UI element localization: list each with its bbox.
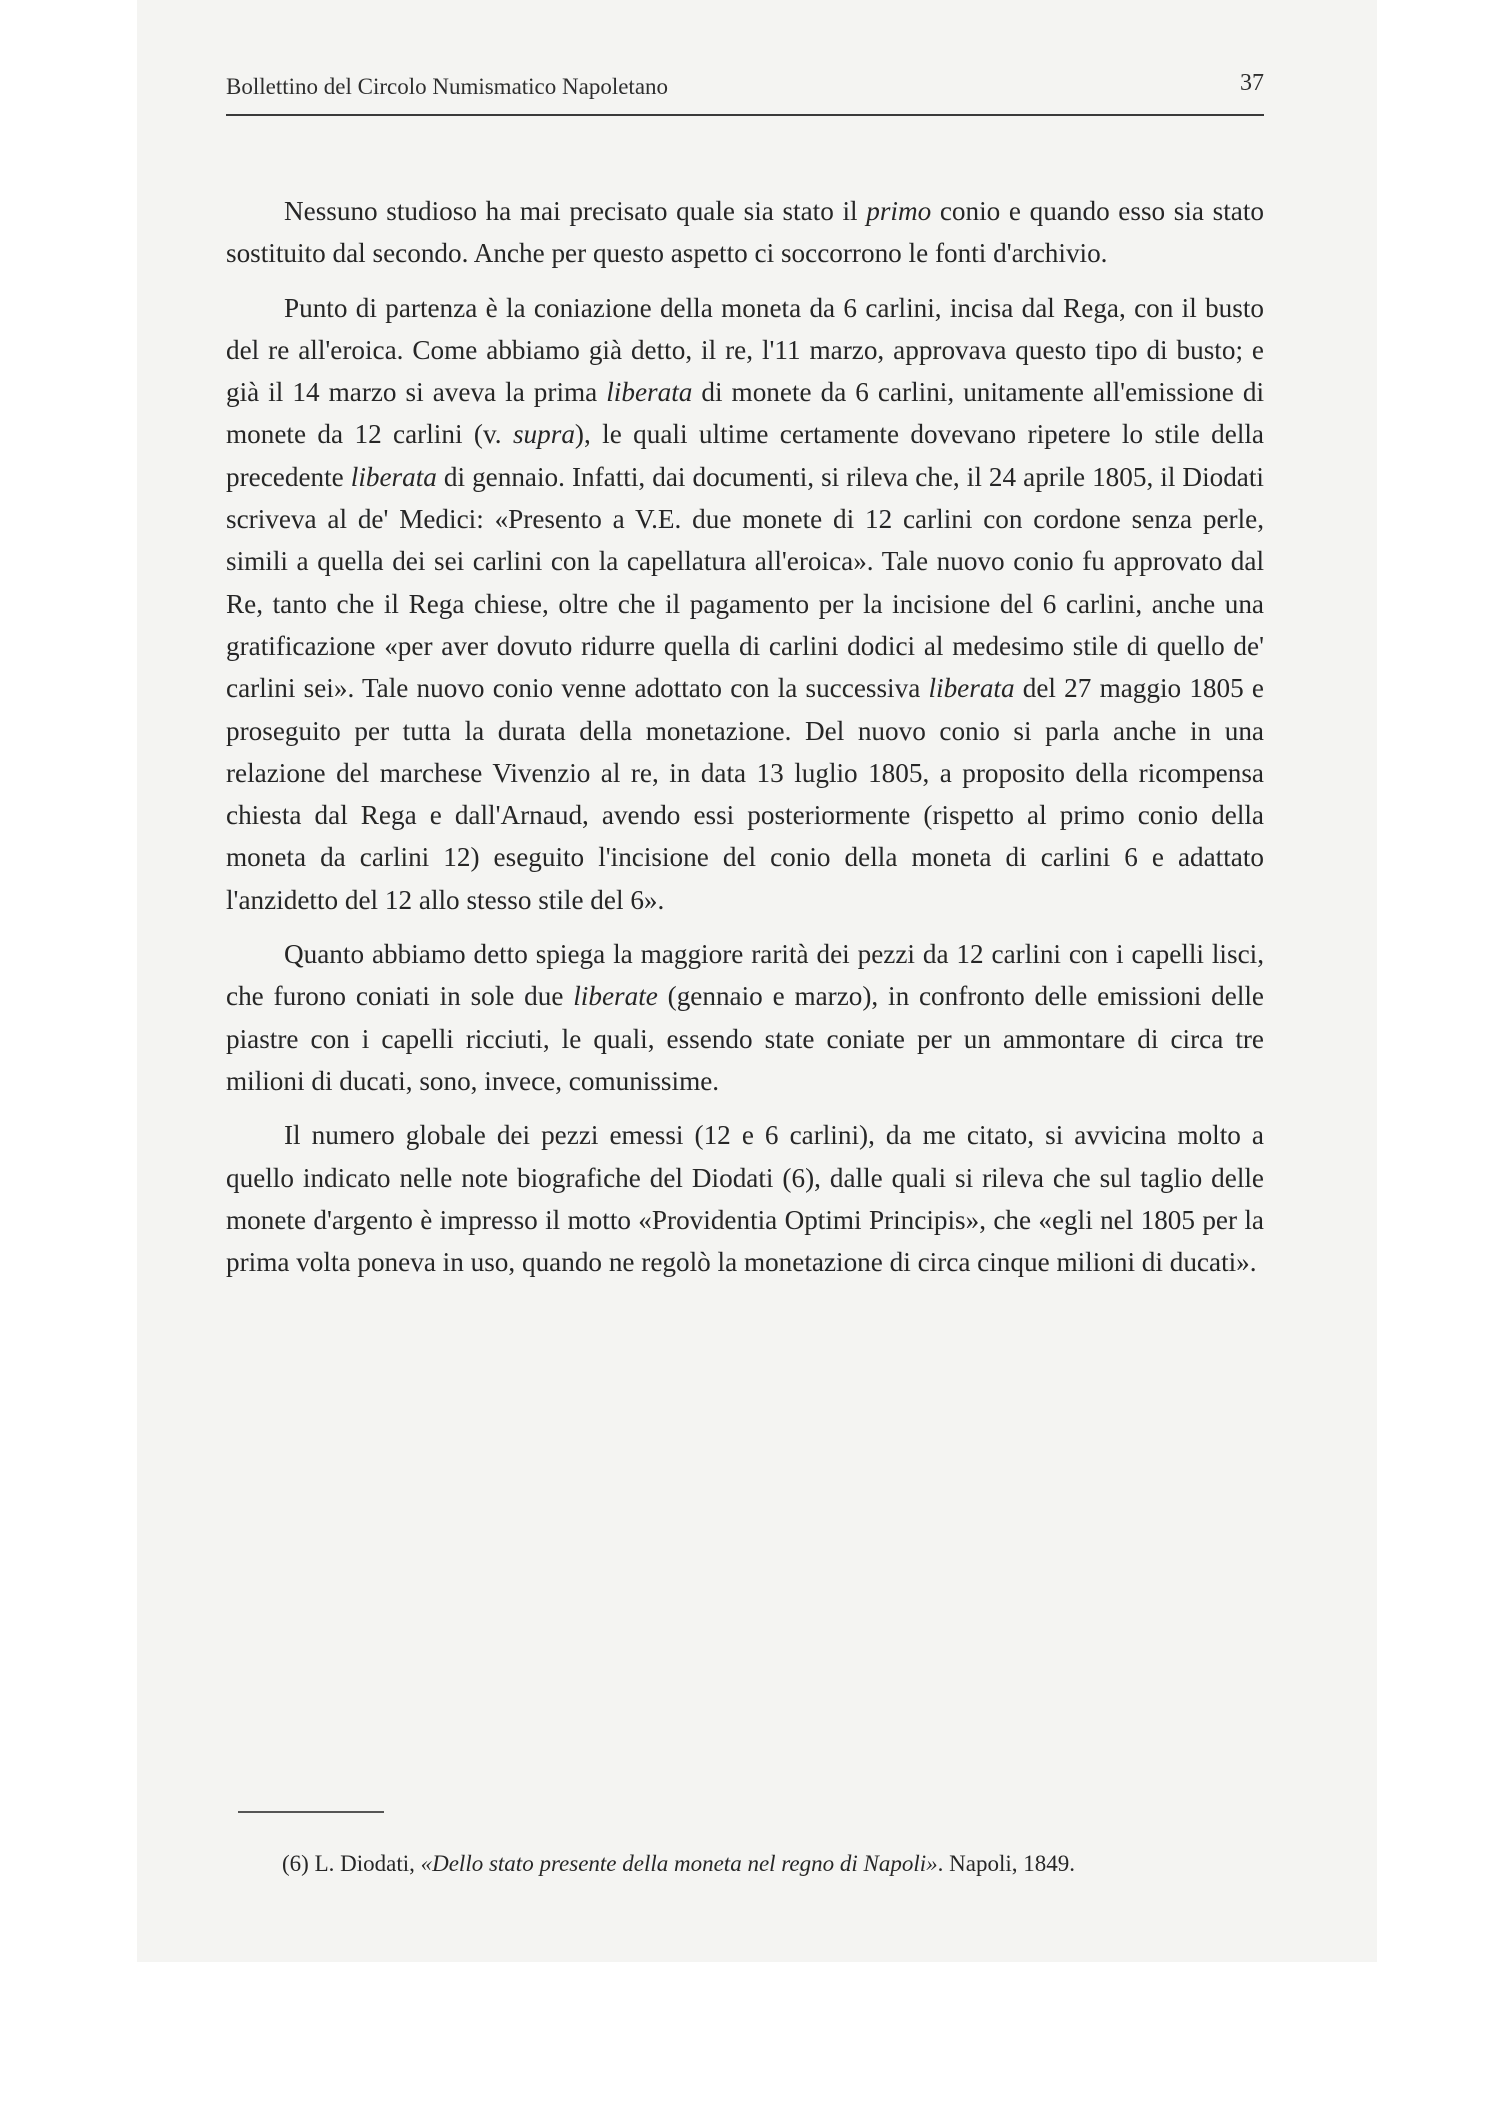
paragraph-3: Quanto abbiamo detto spiega la maggiore rarità dei pezzi da 12 carlini con i capelli lisci, che furono coniati in sole due liberate (gennaio e marzo), in confronto delle emissioni delle piastre con i capelli ricciuti, le quali, essendo state coniate per un ammontare di circa tre milioni di ducati, sono, invece, comunissime. — [226, 939, 1265, 1096]
paragraph-4: Il numero globale dei pezzi emessi (12 e 6 carlini), da me citato, si avvicina molto a quello indicato nelle note biografiche del Diodati (6), dalle quali si rileva che sul taglio delle monete d'argento è impresso il motto «Providentia Optimi Principis», che «egli nel 1805 per la prima volta poneva in uso, quando ne regolò la monetazione di circa cinque milioni di ducati». — [226, 1120, 1264, 1278]
article-body — [226, 190, 1264, 1295]
header-rule — [226, 114, 1264, 116]
paragraph-1: Nessuno studioso ha mai precisato quale sia stato il primo conio e quando esso sia stato sostituito dal secondo. Anche per questo aspetto ci soccorrono le fonti d'archivio. — [226, 196, 1264, 269]
journal-title: Bollettino del Circolo Numismatico Napoletano — [226, 74, 669, 99]
page-number: 37 — [1240, 70, 1264, 96]
paragraph-2: Punto di partenza è la coniazione della moneta da 6 carlini, incisa dal Rega, con il busto del re all'eroica. Come abbiamo già detto, il re, l'11 marzo, approvava questo tipo di busto; e già il 14 marzo si aveva la prima liberata di monete da 6 carlini, unitamente all'emissione di monete da 12 carlini (v. supra), le quali ultime certamente dovevano ripetere lo stile della precedente liberata di gennaio. Infatti, dai documenti, si rileva che, il 24 aprile 1805, il Diodati scriveva al de' Medici: «Presento a V.E. due monete di 12 carlini con cordone senza perle, simili a quella dei sei carlini con la capellatura all'eroica». Tale nuovo conio fu approvato dal Re, tanto che il Rega chiese, oltre che il pagamento per la incisione del 6 carlini, anche una gratificazione «per aver dovuto ridurre quella di carlini dodici al medesimo stile di quello de' carlini sei». Tale nuovo conio venne adottato con la successiva liberata del 27 maggio 1805 e proseguito per tutta la durata della monetazione. Del nuovo conio si parla anche in una relazione del marchese Vivenzio al re, in data 13 luglio 1805, a proposito della ricompensa chiesta dal Rega e dall'Arnaud, avendo essi posteriormente (rispetto al primo conio della moneta da carlini 12) eseguito l'incisione del conio della moneta di carlini 6 e adattato l'anzidetto del 12 allo stesso stile del 6». — [226, 292, 1264, 915]
running-header — [226, 66, 1264, 110]
footnote-rule — [238, 1811, 384, 1813]
footnote: (6) L. Diodati, «Dello stato presente della moneta nel regno di Napoli». Napoli, 1849. — [282, 1851, 1075, 1876]
